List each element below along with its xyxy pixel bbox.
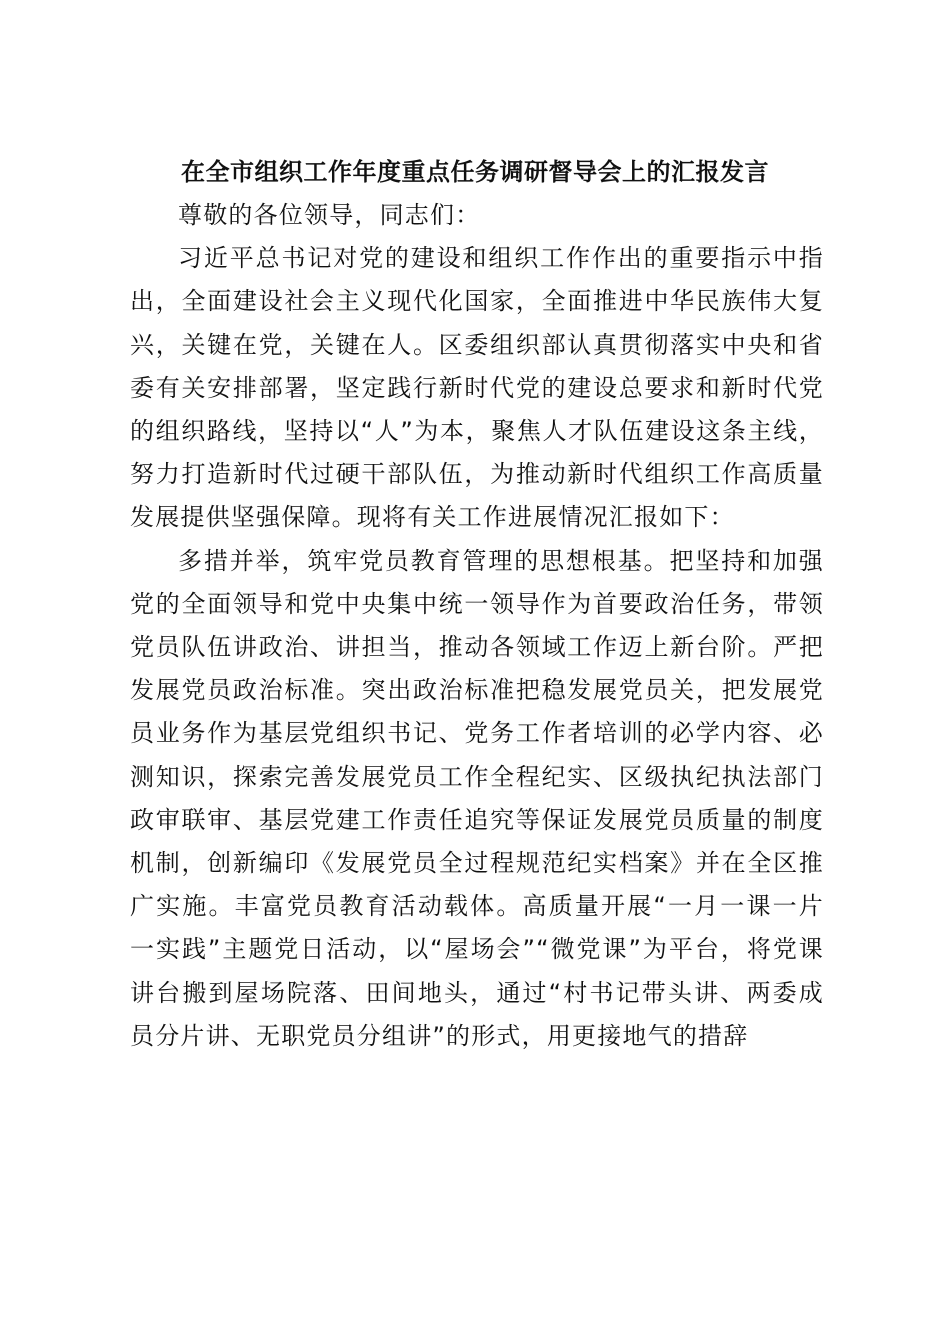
document-title: 在全市组织工作年度重点任务调研督导会上的汇报发言: [181, 157, 769, 186]
greeting-paragraph: 尊敬的各位领导，同志们：: [178, 201, 481, 229]
body-paragraph-intro: 习近平总书记对党的建设和组织工作作出的重要指示中指出，全面建设社会主义现代化国家，全面推进中华民族伟大复兴，关键在党，关键在人。区委组织部认真贯彻落实中央和省委有关安排部署，坚定践行新时代党的建设总要求和新时代党的组织路线，坚持以“人”为本，聚焦人才队伍建设这条主线，努力打造新时代过硬干部队伍，为推动新时代组织工作高质量发展提供坚强保障。现将有关工作进展情况汇报如下：: [130, 244, 824, 532]
body-paragraph-party-education: 多措并举，筑牢党员教育管理的思想根基。把坚持和加强党的全面领导和党中央集中统一领导作为首要政治任务，带领党员队伍讲政治、讲担当，推动各领域工作迈上新台阶。严把发展党员政治标准。突出政治标准把稳发展党员关，把发展党员业务作为基层党组织书记、党务工作者培训的必学内容、必测知识，探索完善发展党员工作全程纪实、区级执纪执法部门政审联审、基层党建工作责任追究等保证发展党员质量的制度机制，创新编印《发展党员全过程规范纪实档案》并在全区推广实施。丰富党员教育活动载体。高质量开展“一月一课一片一实践”主题党日活动，以“屋场会”“微党课”为平台，将党课讲台搬到屋场院落、田间地头，通过“村书记带头讲、两委成员分片讲、无职党员分组讲”的形式，用更接地气的措辞: [130, 546, 824, 1050]
document-body: [130, 194, 824, 1058]
